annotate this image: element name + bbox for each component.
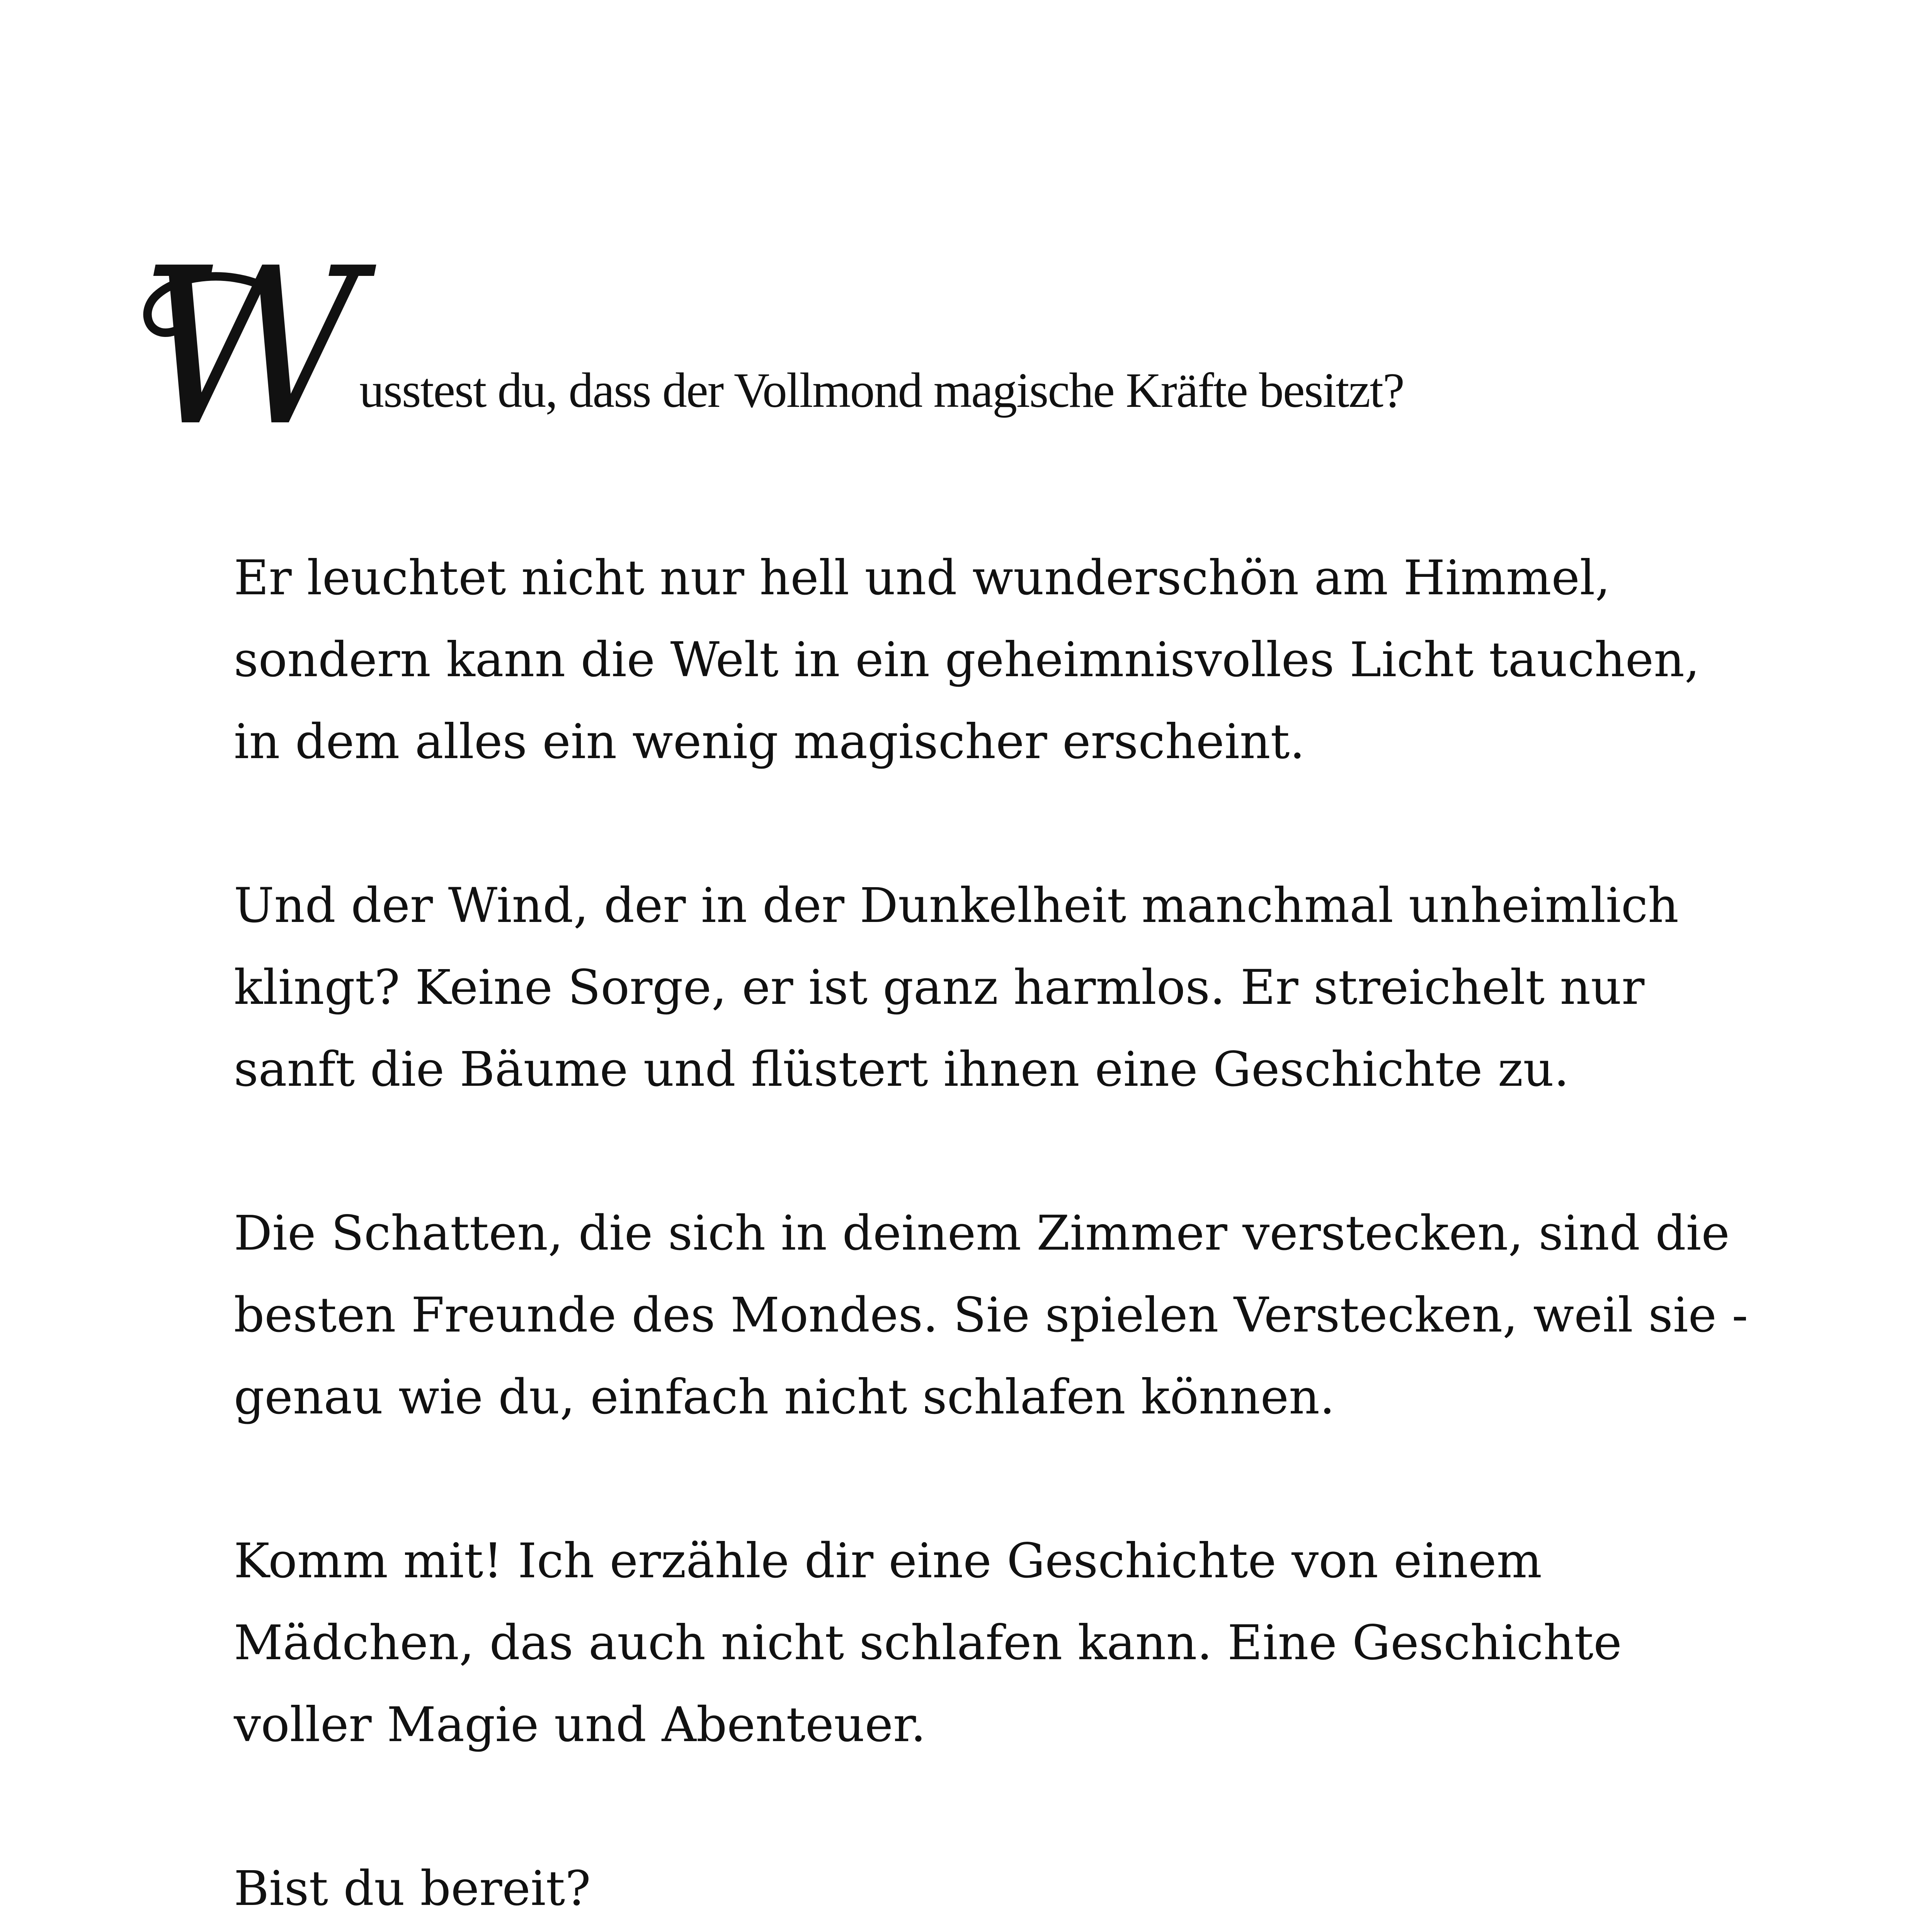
paragraph-wind: [234, 865, 1780, 1111]
text-line: sanft die Bäume und flüstert ihnen eine Geschichte zu.: [234, 1042, 1569, 1097]
story-text: [234, 537, 1780, 1932]
text-line: Mädchen, das auch nicht schlafen kann. Eine Geschichte: [234, 1615, 1622, 1671]
text-line: besten Freunde des Mondes. Sie spielen Verstecken, weil sie -: [234, 1287, 1748, 1343]
text-line: Er leuchtet nicht nur hell und wunderschön am Himmel,: [234, 550, 1610, 606]
text-line: Und der Wind, der in der Dunkelheit manchmal unheimlich: [234, 878, 1679, 934]
text-line: in dem alles ein wenig magischer erscheint.: [234, 714, 1305, 770]
text-line: genau wie du, einfach nicht schlafen können.: [234, 1369, 1335, 1425]
opening-sentence: usstest du, dass der Vollmond magische Kräfte besitzt?: [359, 363, 1404, 418]
paragraph-invitation: [234, 1520, 1780, 1766]
paragraph-question: [234, 1848, 1780, 1930]
text-line: sondern kann die Welt in ein geheimnisvolles Licht tauchen,: [234, 632, 1700, 688]
text-line: Bist du bereit?: [234, 1861, 591, 1917]
opening-line: [139, 222, 1801, 474]
paragraph-moonlight: [234, 537, 1780, 783]
text-line: Die Schatten, die sich in deinem Zimmer verstecken, sind die: [234, 1206, 1730, 1261]
text-line: klingt? Keine Sorge, er ist ganz harmlos. Er streichelt nur: [234, 960, 1645, 1015]
drop-cap-letter: W: [139, 222, 354, 474]
text-line: Komm mit! Ich erzähle dir eine Geschichte von einem: [234, 1533, 1542, 1589]
text-line: voller Magie und Abenteuer.: [234, 1697, 926, 1753]
paragraph-shadows: [234, 1192, 1780, 1438]
